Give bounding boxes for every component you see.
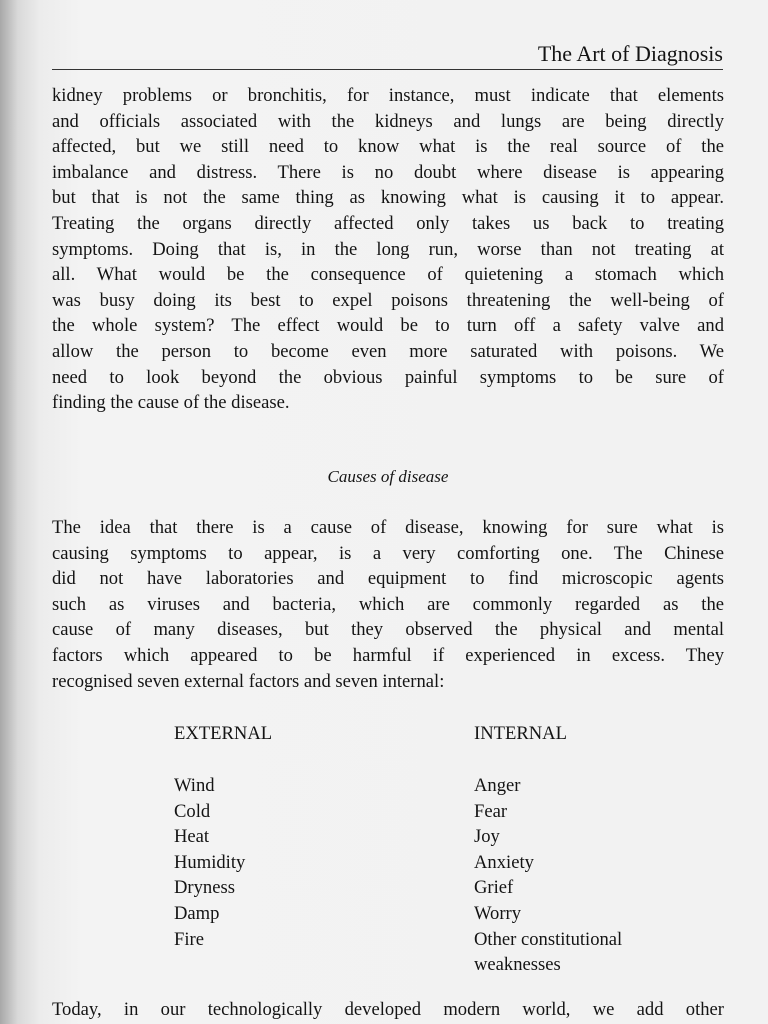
text-line: cause of many diseases, but they observed the physical and mental [52,619,724,641]
text-line: need to look beyond the obvious painful symptoms to be sure of [52,366,724,388]
running-header: The Art of Diagnosis [537,41,723,66]
text-line: and officials associated with the kidneys and lungs are being directly [52,110,724,132]
external-factors-list [174,773,245,952]
external-heading: EXTERNAL [174,723,273,744]
text-line: Today, in our technologically developed modern world, we add other [52,999,724,1020]
paragraph-1 [52,83,724,416]
text-line: the whole system? The effect would be to turn off a safety valve and [52,315,724,337]
external-factor: Humidity [174,851,246,873]
external-factor: Fire [174,928,204,950]
internal-factor: Joy [474,826,500,848]
internal-factor: Other constitutional [474,928,623,950]
text-line: affected, but we still need to know what is the real source of the [52,136,724,158]
external-factor: Dryness [174,877,235,899]
text-line: factors which appeared to be harmful if experienced in excess. They [52,644,724,666]
text-line: recognised seven external factors and seven internal: [52,670,445,692]
text-line: symptoms. Doing that is, in the long run, worse than not treating at [52,238,724,260]
internal-factor: Anxiety [474,851,534,873]
internal-factor: Anger [474,775,521,796]
internal-factor: Fear [474,800,508,822]
paragraph-2 [52,515,724,694]
text-line: The idea that there is a cause of disease, knowing for sure what is [52,517,724,538]
text-line: but that is not the same thing as knowing what is causing it to appear. [52,187,724,209]
external-factor: Heat [174,826,210,848]
internal-factor: Worry [474,902,522,924]
text-line: causing symptoms to appear, is a very comforting one. The Chinese [52,542,724,564]
header-rule [52,69,723,70]
internal-factor: weaknesses [474,954,561,976]
external-factor: Damp [174,902,220,924]
text-line: Treating the organs directly affected only takes us back to treating [52,212,724,234]
section-subheading: Causes of disease [327,467,449,486]
text-line: all. What would be the consequence of quietening a stomach which [52,264,724,286]
text-line: such as viruses and bacteria, which are commonly regarded as the [52,593,724,615]
paragraph-3 [52,997,724,1023]
text-line: did not have laboratories and equipment to find microscopic agents [52,568,724,590]
text-line: was busy doing its best to expel poisons threatening the well-being of [52,289,724,311]
text-line: allow the person to become even more saturated with poisons. We [52,340,724,362]
text-line: finding the cause of the disease. [52,392,290,414]
internal-factor: Grief [474,877,514,899]
text-line: imbalance and distress. There is no doubt where disease is appearing [52,161,724,183]
internal-heading: INTERNAL [474,723,567,744]
text-line: kidney problems or bronchitis, for instance, must indicate that elements [52,85,724,106]
internal-factors-list [474,773,622,978]
external-factor: Cold [174,800,211,822]
external-factor: Wind [174,775,215,796]
